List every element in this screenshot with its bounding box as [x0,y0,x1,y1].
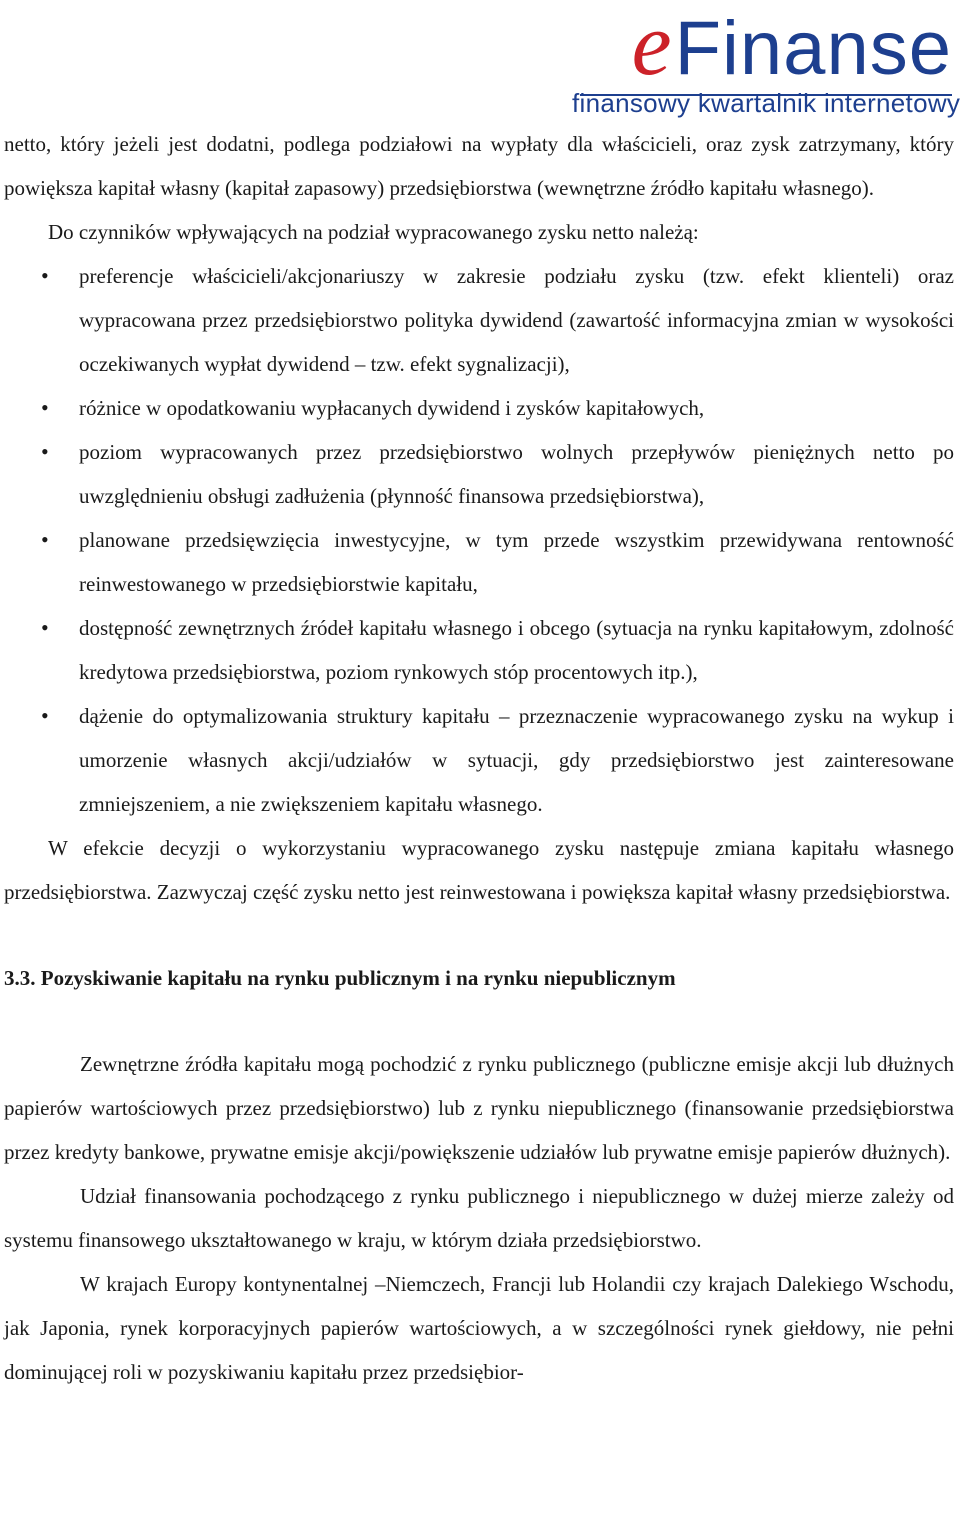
spacer [4,1000,954,1042]
factors-list [4,254,954,826]
spacer [4,914,954,956]
paragraph-external-sources: Zewnętrzne źródła kapitału mogą pochodzić z rynku publicznego (publiczne emisje akcji lub dłużnych papierów wartościowych przez przedsiębiorstwo) lub z rynku niepublicznego (finansowanie przedsiębiorstwa przez kredyty bankowe, prywatne emisje akcji/powiększenie udziałów lub prywatne emisje papierów dłużnych). [4,1052,954,1164]
list-item: • dostępność zewnętrznych źródeł kapitału własnego i obcego (sytuacja na rynku kapitałowym, zdolność kredytowa przedsiębiorstwa, poziom rynkowych stóp procentowych itp.), [4,606,954,694]
paragraph-factors-intro: Do czynników wpływających na podział wypracowanego zysku netto należą: [48,220,699,244]
section-number: 3.3. [4,966,36,990]
journal-logo [572,0,960,119]
logo-word-finanse: Finanse [674,6,952,91]
section-heading [4,956,954,1000]
list-item: • dążenie do optymalizowania struktury kapitału – przeznaczenie wypracowanego zysku na wykup i umorzenie własnych akcji/udziałów w sytuacji, gdy przedsiębiorstwo jest zainteresowane zmniejszeniem, a nie zwiększeniem kapitału własnego. [4,694,954,826]
list-item: • planowane przedsięwzięcia inwestycyjne, w tym przede wszystkim przewidywana rentowność reinwestowanego w przedsiębiorstwie kapitału, [4,518,954,606]
paragraph-effect: W efekcie decyzji o wykorzystaniu wypracowanego zysku następuje zmiana kapitału własnego przedsiębiorstwa. Zazwyczaj część zysku netto jest reinwestowana i powiększa kapitał własny przedsiębiorstwa. [4,836,954,904]
list-item: • poziom wypracowanych przez przedsiębiorstwo wolnych przepływów pieniężnych netto po uwzględnieniu obsługi zadłużenia (płynność finansowa przedsiębiorstwa), [4,430,954,518]
paragraph-financing-share: Udział finansowania pochodzącego z rynku publicznego i niepublicznego w dużej mierze zależy od systemu finansowego ukształtowanego w kraju, w którym działa przedsiębiorstwo. [4,1184,954,1252]
section-title: Pozyskiwanie kapitału na rynku publicznym i na rynku niepublicznym [40,966,676,990]
article-body [4,122,954,1394]
list-item: • różnice w opodatkowaniu wypłacanych dywidend i zysków kapitałowych, [4,386,954,430]
paragraph-continental-europe: W krajach Europy kontynentalnej –Niemczech, Francji lub Holandii czy krajach Dalekiego Wschodu, jak Japonia, rynek korporacyjnych papierów wartościowych, a w szczególności rynek giełdowy, nie pełni dominującej roli w pozyskiwaniu kapitału przez przedsiębior- [4,1272,954,1384]
list-item: • preferencje właścicieli/akcjonariuszy w zakresie podziału zysku (tzw. efekt klienteli) oraz wypracowana przez przedsiębiorstwo polityka dywidend (zawartość informacyjna zmian w wysokości oczekiwanych wypłat dywidend – tzw. efekt sygnalizacji), [4,254,954,386]
logo-letter-e: e [631,0,673,94]
paragraph-continued: netto, który jeżeli jest dodatni, podlega podziałowi na wypłaty dla właścicieli, oraz zysk zatrzymany, który powiększa kapitał własny (kapitał zapasowy) przedsiębiorstwa (wewnętrzne źródło kapitału własnego). [4,132,954,200]
logo-wordmark [572,2,952,92]
logo-subtitle: finansowy kwartalnik internetowy [572,88,960,118]
